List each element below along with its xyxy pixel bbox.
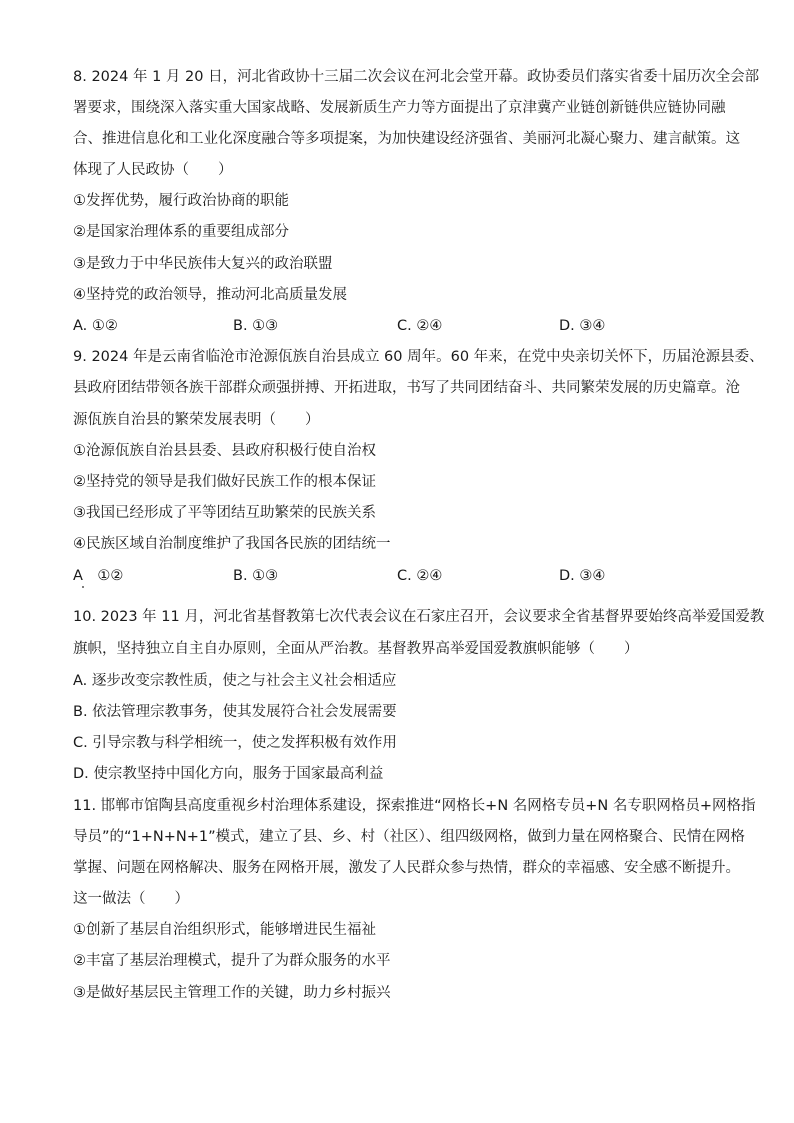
q8-option-c: C. ②④ <box>397 318 443 334</box>
q9-item-2: ②坚持党的领导是我们做好民族工作的根本保证 <box>73 474 376 490</box>
q9-item-4: ④民族区域自治制度维护了我国各民族的团结统一 <box>73 536 391 552</box>
q8-item-4: ④坚持党的政治领导，推动河北高质量发展 <box>73 287 347 303</box>
q11-item-3: ③是做好基层民主管理工作的关键，助力乡村振兴 <box>73 985 391 1001</box>
q9-option-d: D. ③④ <box>559 568 606 584</box>
q9-stem-line-1: 9. 2024 年是云南省临沧市沧源佤族自治县成立 60 周年。60 年来，在党中央亲切关怀下，历届沧源县委、 <box>73 349 764 365</box>
q10-stem-line-2: 旗帜，坚持独立自主自办原则，全面从严治教。基督教界高举爱国爱教旗帜能够（ ） <box>73 641 639 657</box>
q8-item-1: ①发挥优势，履行政治协商的职能 <box>73 193 289 209</box>
q9-options <box>73 567 723 585</box>
q11-item-2: ②丰富了基层治理模式，提升了为群众服务的水平 <box>73 953 391 969</box>
stray-dot <box>82 586 84 588</box>
q8-item-2: ②是国家治理体系的重要组成部分 <box>73 224 289 240</box>
q11-stem-line-1: 11. 邯郸市馆陶县高度重视乡村治理体系建设，探索推进“网格长+N 名网格专员+N 名专职网格员+网格指 <box>73 798 756 814</box>
q9-stem-line-2: 县政府团结带领各族干部群众顽强拼搏、开拓进取，书写了共同团结奋斗、共同繁荣发展的历史篇章。沧 <box>73 380 740 396</box>
q11-stem-line-4: 这一做法（ ） <box>73 891 189 907</box>
q9-option-c: C. ②④ <box>397 568 443 584</box>
q10-option-a: A. 逐步改变宗教性质，使之与社会主义社会相适应 <box>73 673 397 689</box>
q8-option-d: D. ③④ <box>559 318 606 334</box>
q10-option-c: C. 引导宗教与科学相统一，使之发挥积极有效作用 <box>73 735 397 751</box>
q8-item-3: ③是致力于中华民族伟大复兴的政治联盟 <box>73 256 333 272</box>
q10-stem-line-1: 10. 2023 年 11 月，河北省基督教第七次代表会议在石家庄召开，会议要求全省基督界要始终高举爱国爱教 <box>73 609 765 625</box>
q8-stem-line-1: 8. 2024 年 1 月 20 日，河北省政协十三届二次会议在河北会堂开幕。政协委员们落实省委十届历次全会部 <box>73 69 760 85</box>
q11-stem-line-2: 导员”的“1+N+N+1”模式，建立了县、乡、村（社区）、组四级网格，做到力量在网格聚合、民情在网格 <box>73 829 745 845</box>
q9-item-3: ③我国已经形成了平等团结互助繁荣的民族关系 <box>73 505 376 521</box>
q8-stem-line-4: 体现了人民政协（ ） <box>73 162 233 178</box>
q9-item-1: ①沧源佤族自治县县委、县政府积极行使自治权 <box>73 443 376 459</box>
q9-option-b: B. ①③ <box>233 568 279 584</box>
q11-stem-line-3: 掌握、问题在网格解决、服务在网格开展，激发了人民群众参与热情，群众的幸福感、安全感不断提升。 <box>73 860 740 876</box>
q8-option-b: B. ①③ <box>233 318 279 334</box>
q9-stem-line-3: 源佤族自治县的繁荣发展表明（ ） <box>73 412 320 428</box>
q8-option-a: A. ①② <box>73 318 118 334</box>
q10-option-d: D. 使宗教坚持中国化方向，服务于国家最高利益 <box>73 766 384 782</box>
q8-stem-line-3: 合、推进信息化和工业化深度融合等多项提案，为加快建设经济强省、美丽河北凝心聚力、建言献策。这 <box>73 131 740 147</box>
q10-option-b: B. 依法管理宗教事务，使其发展符合社会发展需要 <box>73 704 397 720</box>
q8-stem-line-2: 署要求，围绕深入落实重大国家战略、发展新质生产力等方面提出了京津冀产业链创新链供应链协同融 <box>73 100 726 116</box>
q9-option-a: A ①② <box>73 568 124 584</box>
q8-options <box>73 317 723 335</box>
q11-item-1: ①创新了基层自治组织形式，能够增进民生福祉 <box>73 922 376 938</box>
